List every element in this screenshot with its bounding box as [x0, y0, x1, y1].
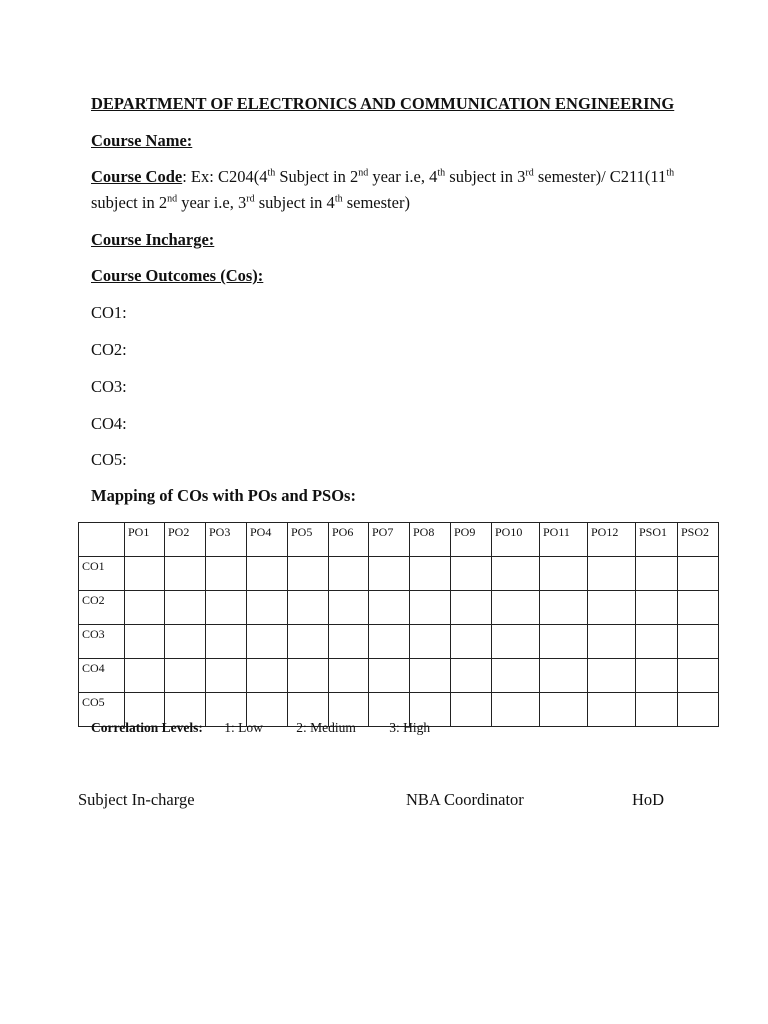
- table-cell[interactable]: [288, 557, 329, 591]
- table-cell[interactable]: [369, 659, 410, 693]
- table-row: [79, 591, 719, 625]
- course-outcome-co4: CO4:: [91, 414, 127, 433]
- table-cell[interactable]: [125, 591, 165, 625]
- course-code-label: Course Code: [91, 167, 183, 186]
- department-heading: DEPARTMENT OF ELECTRONICS AND COMMUNICATION ENGINEERING: [91, 94, 675, 113]
- table-cell[interactable]: [678, 659, 719, 693]
- table-cell[interactable]: [125, 557, 165, 591]
- column-header-po6: PO6: [329, 523, 369, 557]
- table-cell[interactable]: [165, 557, 206, 591]
- row-header-co1: CO1: [79, 557, 125, 591]
- column-header-po10: PO10: [492, 523, 540, 557]
- row-header-co4: CO4: [79, 659, 125, 693]
- table-cell[interactable]: [329, 591, 369, 625]
- course-outcome-co1: CO1:: [91, 303, 127, 322]
- table-cell[interactable]: [636, 659, 678, 693]
- course-outcome-co2: CO2:: [91, 340, 127, 359]
- mapping-title: Mapping of COs with POs and PSOs:: [91, 486, 356, 505]
- column-header-po7: PO7: [369, 523, 410, 557]
- column-header-pso2: PSO2: [678, 523, 719, 557]
- table-cell[interactable]: [125, 625, 165, 659]
- row-header-co3: CO3: [79, 625, 125, 659]
- superscript: rd: [246, 193, 255, 205]
- course-name-label: Course Name:: [91, 131, 193, 150]
- column-header-po5: PO5: [288, 523, 329, 557]
- table-cell[interactable]: [206, 557, 247, 591]
- table-cell[interactable]: [588, 693, 636, 727]
- table-cell[interactable]: [451, 659, 492, 693]
- table-cell[interactable]: [540, 693, 588, 727]
- course-code-text: semester)/ C211(11: [533, 167, 667, 186]
- table-cell[interactable]: [540, 557, 588, 591]
- table-cell[interactable]: [636, 693, 678, 727]
- table-cell[interactable]: [451, 591, 492, 625]
- course-code-line: [91, 167, 674, 187]
- row-header-co2: CO2: [79, 591, 125, 625]
- signature-subject-incharge: Subject In-charge: [78, 790, 195, 809]
- correlation-level-low: 1: Low: [224, 720, 263, 735]
- table-row: [79, 557, 719, 591]
- course-code-text: subject in 4: [254, 193, 335, 212]
- table-cell[interactable]: [588, 659, 636, 693]
- table-cell[interactable]: [636, 591, 678, 625]
- column-header-po9: PO9: [451, 523, 492, 557]
- course-incharge-label: Course Incharge:: [91, 230, 215, 249]
- course-outcome-co3: CO3:: [91, 377, 127, 396]
- table-cell[interactable]: [636, 557, 678, 591]
- signature-nba-coordinator: NBA Coordinator: [406, 790, 524, 809]
- table-cell[interactable]: [369, 557, 410, 591]
- superscript: th: [334, 193, 343, 205]
- table-cell[interactable]: [247, 591, 288, 625]
- table-cell[interactable]: [288, 625, 329, 659]
- table-corner-cell: [79, 523, 125, 557]
- correlation-label: Correlation Levels:: [91, 720, 203, 735]
- table-cell[interactable]: [451, 557, 492, 591]
- course-code-text: year i.e, 3: [177, 193, 247, 212]
- table-cell[interactable]: [636, 625, 678, 659]
- table-cell[interactable]: [678, 625, 719, 659]
- column-header-po4: PO4: [247, 523, 288, 557]
- course-code-line-2: [91, 193, 410, 213]
- table-cell[interactable]: [247, 659, 288, 693]
- correlation-level-medium: 2: Medium: [296, 720, 356, 735]
- table-cell[interactable]: [588, 591, 636, 625]
- table-cell[interactable]: [451, 693, 492, 727]
- table-cell[interactable]: [125, 659, 165, 693]
- table-cell[interactable]: [288, 659, 329, 693]
- table-cell[interactable]: [165, 591, 206, 625]
- course-code-text: subject in 2: [91, 193, 168, 212]
- course-code-text: Ex: C204(4: [186, 167, 268, 186]
- table-cell[interactable]: [329, 557, 369, 591]
- table-cell[interactable]: [165, 659, 206, 693]
- table-cell[interactable]: [329, 625, 369, 659]
- row-header-co5: CO5: [79, 693, 125, 727]
- table-cell[interactable]: [540, 659, 588, 693]
- column-header-pso1: PSO1: [636, 523, 678, 557]
- table-cell[interactable]: [247, 557, 288, 591]
- signature-hod: HoD: [632, 790, 665, 809]
- superscript: nd: [167, 193, 178, 205]
- table-cell[interactable]: [410, 659, 451, 693]
- table-cell[interactable]: [492, 659, 540, 693]
- course-code-text: year i.e, 4: [368, 167, 438, 186]
- column-header-po3: PO3: [206, 523, 247, 557]
- table-cell[interactable]: [329, 659, 369, 693]
- superscript: nd: [358, 167, 369, 179]
- table-cell[interactable]: [492, 591, 540, 625]
- superscript: th: [437, 167, 446, 179]
- column-header-po2: PO2: [165, 523, 206, 557]
- table-cell[interactable]: [678, 591, 719, 625]
- table-cell[interactable]: [369, 591, 410, 625]
- table-cell[interactable]: [247, 625, 288, 659]
- table-cell[interactable]: [492, 557, 540, 591]
- superscript: th: [666, 167, 675, 179]
- table-cell[interactable]: [588, 625, 636, 659]
- table-cell[interactable]: [540, 625, 588, 659]
- table-cell[interactable]: [451, 625, 492, 659]
- table-cell[interactable]: [410, 625, 451, 659]
- table-cell[interactable]: [165, 625, 206, 659]
- course-outcome-co5: CO5:: [91, 450, 127, 469]
- table-cell[interactable]: [288, 591, 329, 625]
- column-header-po12: PO12: [588, 523, 636, 557]
- superscript: rd: [525, 167, 534, 179]
- correlation-levels: [91, 720, 430, 736]
- table-cell[interactable]: [492, 625, 540, 659]
- table-cell[interactable]: [678, 693, 719, 727]
- superscript: th: [267, 167, 276, 179]
- table-row: [79, 625, 719, 659]
- table-cell[interactable]: [540, 591, 588, 625]
- course-code-colon: :: [182, 167, 187, 186]
- correlation-level-high: 3: High: [389, 720, 431, 735]
- table-header-row: [79, 523, 719, 557]
- course-code-text: semester): [342, 193, 410, 212]
- table-row: [79, 659, 719, 693]
- column-header-po11: PO11: [540, 523, 588, 557]
- course-code-text: Subject in 2: [275, 167, 359, 186]
- table-cell[interactable]: [206, 659, 247, 693]
- co-po-mapping-table: [78, 522, 719, 727]
- table-cell[interactable]: [492, 693, 540, 727]
- table-cell[interactable]: [206, 591, 247, 625]
- table-cell[interactable]: [588, 557, 636, 591]
- table-cell[interactable]: [206, 625, 247, 659]
- column-header-po1: PO1: [125, 523, 165, 557]
- table-cell[interactable]: [410, 557, 451, 591]
- table-cell[interactable]: [678, 557, 719, 591]
- course-outcomes-label: Course Outcomes (Cos):: [91, 266, 264, 285]
- column-header-po8: PO8: [410, 523, 451, 557]
- course-code-text: subject in 3: [445, 167, 526, 186]
- table-cell[interactable]: [369, 625, 410, 659]
- table-cell[interactable]: [410, 591, 451, 625]
